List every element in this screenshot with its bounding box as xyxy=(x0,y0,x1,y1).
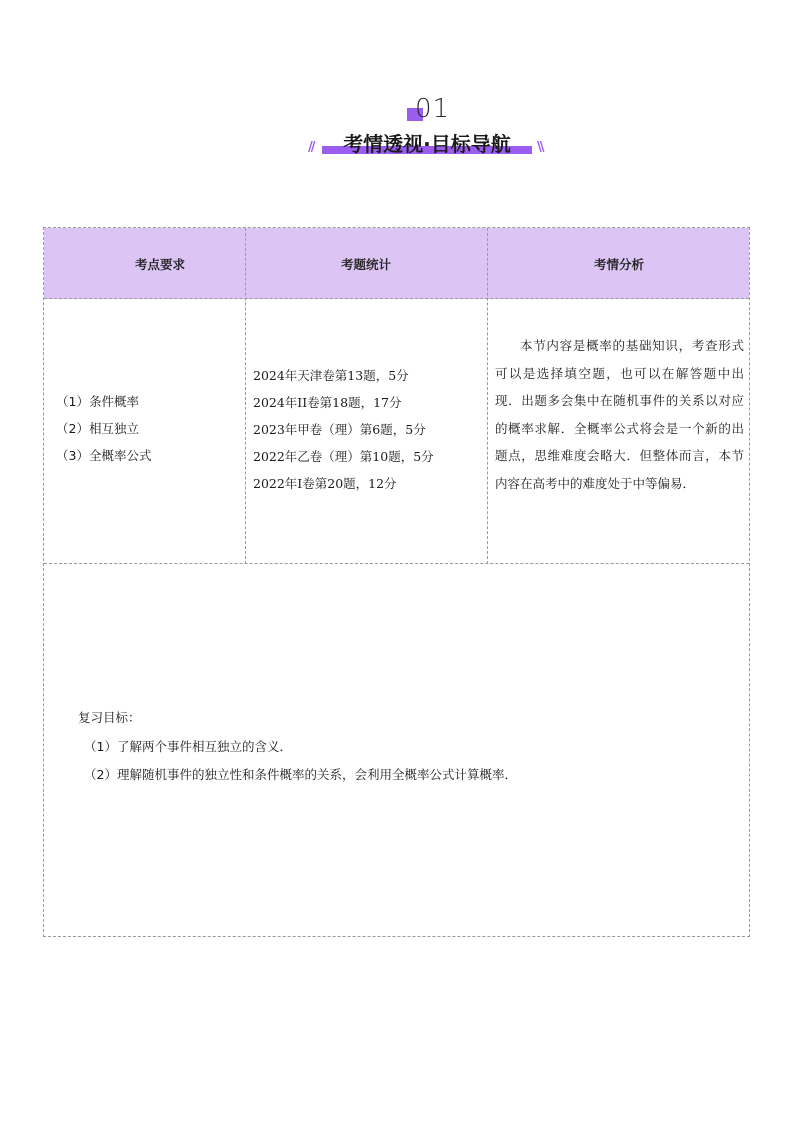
list-item: 2024年II卷第18题，17分 xyxy=(253,395,402,410)
header-cell-statistics: 考题统计 xyxy=(340,256,391,272)
list-item: （3）全概率公式 xyxy=(56,448,152,463)
statistics-list xyxy=(253,362,434,497)
review-goals-title: 复习目标： xyxy=(78,710,141,725)
section-number: 01 xyxy=(415,94,451,124)
list-item: （2）相互独立 xyxy=(56,421,139,436)
row-divider xyxy=(44,563,749,564)
list-item: （1）条件概率 xyxy=(56,394,139,409)
exam-analysis-table xyxy=(43,227,750,937)
section-number-block xyxy=(405,96,465,126)
list-item: （1）了解两个事件相互独立的含义． xyxy=(84,739,292,754)
list-item: （2）理解随机事件的独立性和条件概率的关系，会利用全概率公式计算概率． xyxy=(84,766,517,782)
list-item: 2022年乙卷（理）第10题，5分 xyxy=(253,449,434,464)
right-slash-decoration: \\ xyxy=(537,140,543,155)
list-item: 2023年甲卷（理）第6题，5分 xyxy=(253,422,426,437)
list-item: 2024年天津卷第13题，5分 xyxy=(253,368,409,383)
list-item: 2022年I卷第20题，12分 xyxy=(253,476,397,491)
requirements-list xyxy=(56,388,151,469)
header-cell-analysis: 考情分析 xyxy=(593,256,644,272)
analysis-paragraph: 本节内容是概率的基础知识，考查形式可以是选择填空题，也可以在解答题中出现．出题多会集中在随机事件的关系以对应的概率求解．全概率公式将会是一个新的出题点，思维难度会略大．但整体而言，本节内容在高考中的难度处于中等偏易． xyxy=(495,338,744,491)
section-title: 考情透视·目标导航 xyxy=(343,132,511,156)
left-slash-decoration: // xyxy=(308,140,314,155)
review-goals-list xyxy=(84,733,517,788)
header-cell-requirements: 考点要求 xyxy=(134,256,185,272)
